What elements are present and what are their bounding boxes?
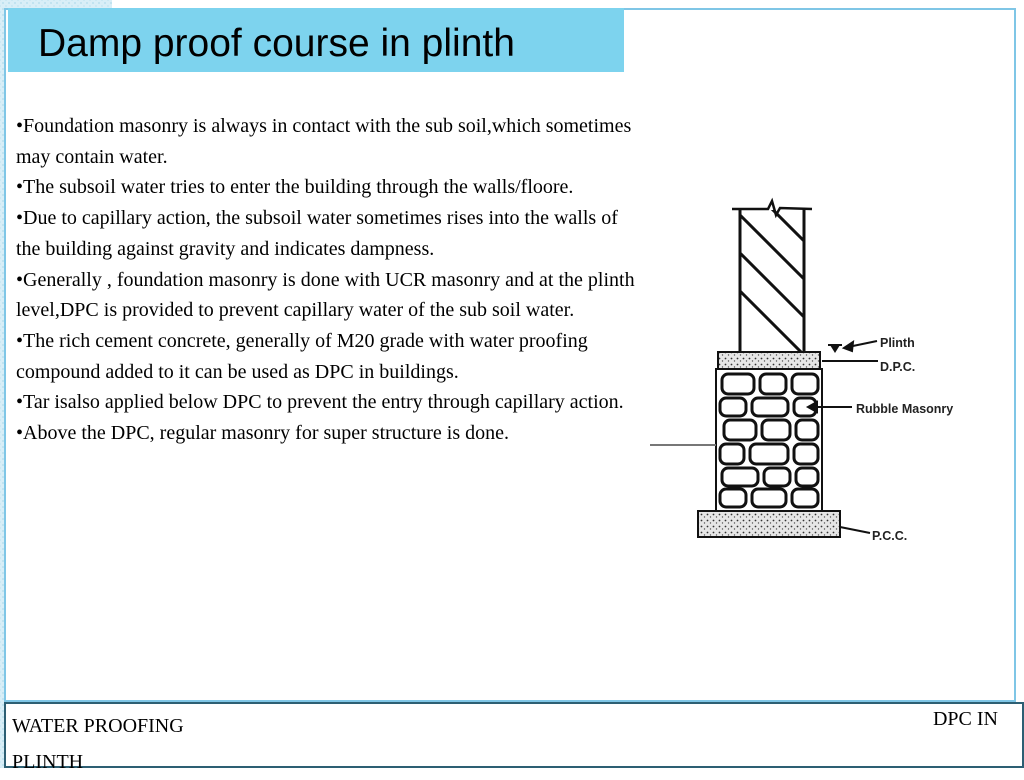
dpc-plinth-diagram [640, 195, 985, 555]
slide-title: Damp proof course in plinth [38, 22, 515, 65]
footer-left-text: WATER PROOFING PLINTH [12, 715, 184, 773]
bullet-item: •Tar isalso applied below DPC to prevent the entry through capillary action. [16, 391, 624, 414]
bullet-item: •The rich cement concrete, generally of M20 grade with water proofing compound added to it can be used as DPC in buildings. [16, 329, 588, 383]
label-pcc: P.C.C. [872, 529, 908, 543]
bullet-item: •Above the DPC, regular masonry for super structure is done. [16, 422, 509, 445]
slide-footer [4, 702, 1024, 773]
dpc-layer [718, 352, 820, 369]
bullet-list [16, 111, 642, 449]
label-rubble-masonry: Rubble Masonry [856, 402, 954, 416]
bullet-item: •Foundation masonry is always in contact with the sub soil,which sometimes may contain water. [16, 115, 632, 168]
footer-right-text: DPC IN [932, 708, 998, 730]
bullet-item: •Due to capillary action, the subsoil water sometimes rises into the walls of the building against gravity and indicates dampness. [16, 207, 618, 260]
superstructure-wall [732, 195, 812, 355]
title-bar [8, 8, 624, 72]
rubble-masonry [716, 369, 822, 511]
label-plinth: Plinth [880, 336, 915, 350]
bullet-item: •Generally , foundation masonry is done with UCR masonry and at the plinth level,DPC is provided to prevent capillary water of the sub soil water. [16, 268, 635, 322]
pcc-base [698, 511, 840, 537]
label-dpc: D.P.C. [880, 360, 916, 374]
bullet-item: •The subsoil water tries to enter the building through the walls/floore. [16, 176, 574, 199]
